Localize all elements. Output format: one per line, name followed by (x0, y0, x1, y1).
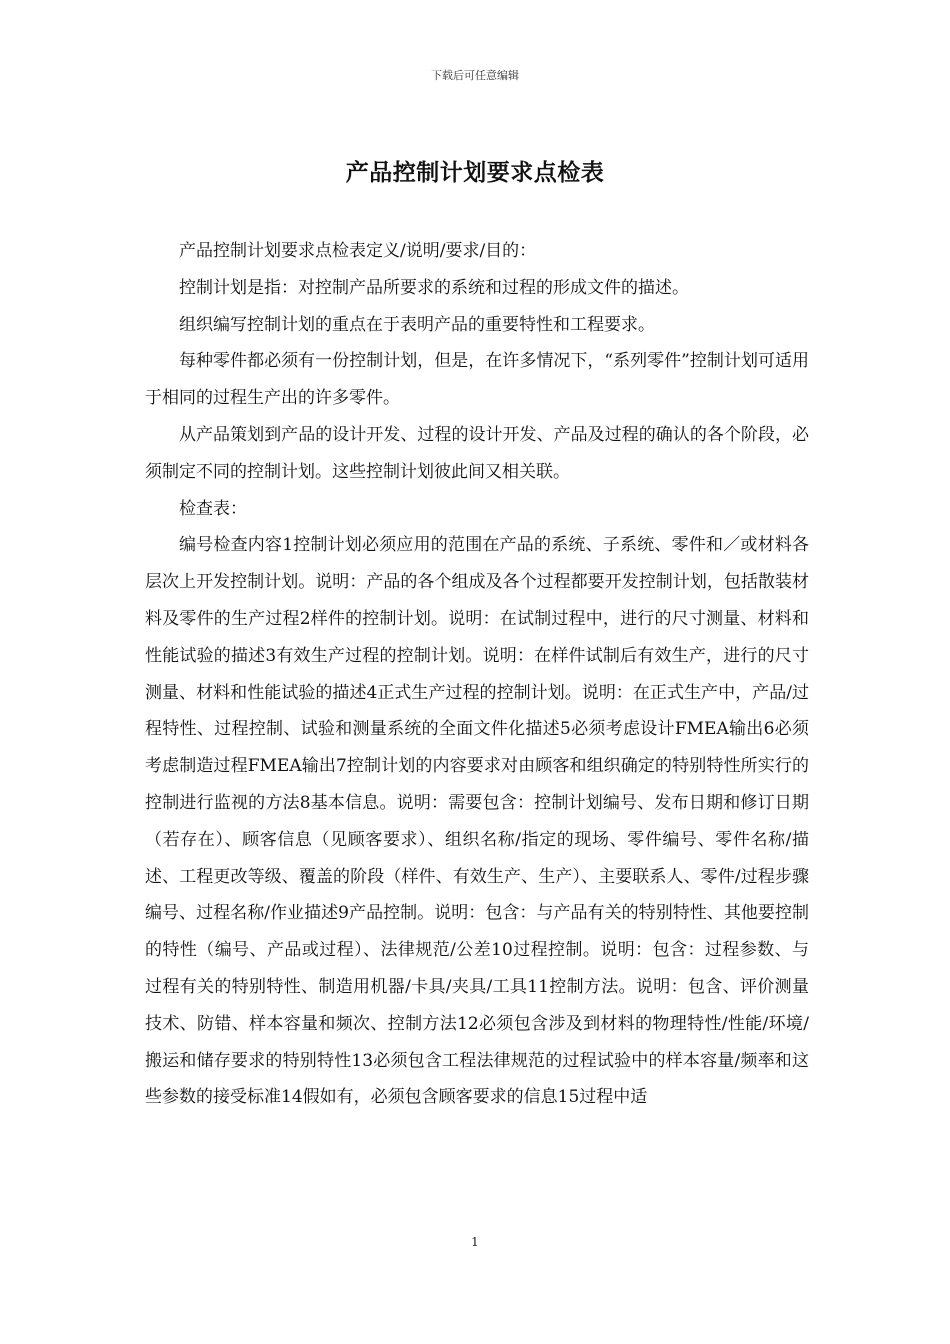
paragraph-checklist-content: 编号检查内容1控制计划必须应用的范围在产品的系统、子系统、零件和／或材料各层次上开发控制计划。说明：产品的各个组成及各个过程都要开发控制计划，包括散装材料及零件的生产过程2样件的控制计划。说明：在试制过程中，进行的尺寸测量、材料和性能试验的描述3有效生产过程的控制计划。说明：在样件试制后有效生产，进行的尺寸测量、材料和性能试验的描述4正式生产过程的控制计划。说明：在正式生产中，产品/过程特性、过程控制、试验和测量系统的全面文件化描述5必须考虑设计FMEA输出6必须考虑制造过程FMEA输出7控制计划的内容要求对由顾客和组织确定的特别特性所实行的控制进行监视的方法8基本信息。说明：需要包含：控制计划编号、发布日期和修订日期（若存在）、顾客信息（见顾客要求）、组织名称/指定的现场、零件编号、零件名称/描述、工程更改等级、覆盖的阶段（样件、有效生产、生产）、主要联系人、零件/过程步骤编号、过程名称/作业描述9产品控制。说明：包含：与产品有关的特别特性、其他要控制的特性（编号、产品或过程）、法律规范/公差10过程控制。说明：包含：过程参数、与过程有关的特别特性、制造用机器/卡具/夹具/工具11控制方法。说明：包含、评价测量技术、防错、样本容量和频次、控制方法12必须包含涉及到材料的物理特性/性能/环境/搬运和储存要求的特别特性13必须包含工程法律规范的过程试验中的样本容量/频率和这些参数的接受标准14假如有，必须包含顾客要求的信息15过程中适 (145, 535, 809, 1108)
paragraph-intro: 产品控制计划要求点检表定义/说明/要求/目的： (179, 241, 537, 261)
header-note: 下载后可任意编辑 (431, 69, 519, 82)
paragraph-stages: 从产品策划到产品的设计开发、过程的设计开发、产品及过程的确认的各个阶段，必须制定不同的控制计划。这些控制计划彼此间又相关联。 (145, 424, 809, 482)
paragraph-checklist-label: 检查表： (179, 498, 247, 519)
paragraph-definition: 控制计划是指：对控制产品所要求的系统和过程的形成文件的描述。 (179, 277, 689, 298)
document-body (145, 233, 809, 1116)
paragraph-focus: 组织编写控制计划的重点在于表明产品的重要特性和工程要求。 (179, 314, 655, 335)
document-title: 产品控制计划要求点检表 (345, 159, 605, 186)
paragraph-parts: 每种零件都必须有一份控制计划，但是，在许多情况下，“系列零件”控制计划可适用于相同的过程生产出的许多零件。 (145, 351, 809, 409)
page-number: 1 (471, 1235, 479, 1249)
